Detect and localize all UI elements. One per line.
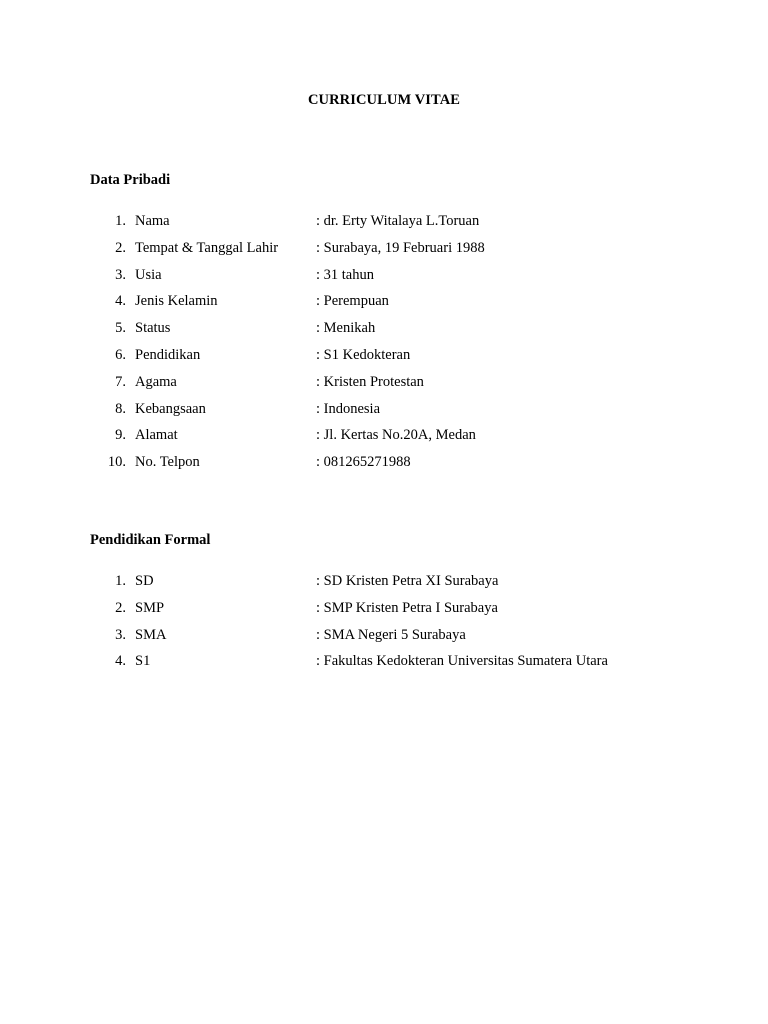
item-number: 10. [107,454,126,471]
item-value: : Fakultas Kedokteran Universitas Sumatera Utara [316,653,608,670]
list-item [90,372,730,399]
list-item [90,399,730,426]
item-label: Usia [135,266,162,283]
item-value: : dr. Erty Witalaya L.Toruan [316,213,480,229]
personal-data-list [90,211,730,479]
list-item [90,598,730,625]
item-value: : Jl. Kertas No.20A, Medan [316,427,476,444]
item-label: SMP [135,599,165,616]
formal-education-list [90,571,730,678]
list-item [90,238,730,265]
list-item [90,651,730,678]
item-number: 1. [115,573,126,589]
list-item [90,425,730,452]
item-number: 2. [115,239,126,256]
item-value: : SMA Negeri 5 Surabaya [316,626,466,643]
item-value: : 081265271988 [316,454,411,471]
list-item [90,265,730,292]
list-item [90,345,730,372]
list-item [90,452,730,479]
item-label: Alamat [135,427,178,444]
item-value: : S1 Kedokteran [316,346,411,363]
item-number: 5. [115,320,126,337]
list-item [90,318,730,345]
item-label: SMA [135,626,167,643]
item-value: : Perempuan [316,293,389,310]
section-heading-formal-education: Pendidikan Formal [90,532,211,548]
item-label: S1 [135,653,151,670]
item-number: 4. [115,653,126,670]
item-label: Tempat & Tanggal Lahir [135,239,279,256]
item-label: SD [135,573,154,589]
item-label: Kebangsaan [135,400,206,417]
item-number: 7. [115,373,126,390]
item-label: Status [135,320,171,337]
item-value: : Indonesia [316,400,381,417]
list-item [90,571,730,598]
item-number: 3. [115,266,126,283]
section-heading-personal-data: Data Pribadi [90,172,171,188]
item-value: : Kristen Protestan [316,373,424,390]
item-value: : SMP Kristen Petra I Surabaya [316,599,498,616]
item-number: 1. [115,213,126,229]
item-number: 6. [115,346,126,363]
item-label: Jenis Kelamin [135,293,218,310]
item-number: 4. [115,293,126,310]
item-value: : 31 tahun [316,266,374,283]
list-item [90,211,730,238]
item-label: Agama [135,373,177,390]
list-item [90,291,730,318]
item-value: : Surabaya, 19 Februari 1988 [316,239,485,256]
item-number: 2. [115,599,126,616]
item-number: 9. [115,427,126,444]
item-label: Pendidikan [135,346,201,363]
document-title: CURRICULUM VITAE [307,92,461,108]
item-number: 8. [115,400,126,417]
item-value: : SD Kristen Petra XI Surabaya [316,573,499,589]
item-label: Nama [135,213,170,229]
item-value: : Menikah [316,320,376,337]
item-number: 3. [115,626,126,643]
list-item [90,625,730,652]
item-label: No. Telpon [135,454,200,471]
